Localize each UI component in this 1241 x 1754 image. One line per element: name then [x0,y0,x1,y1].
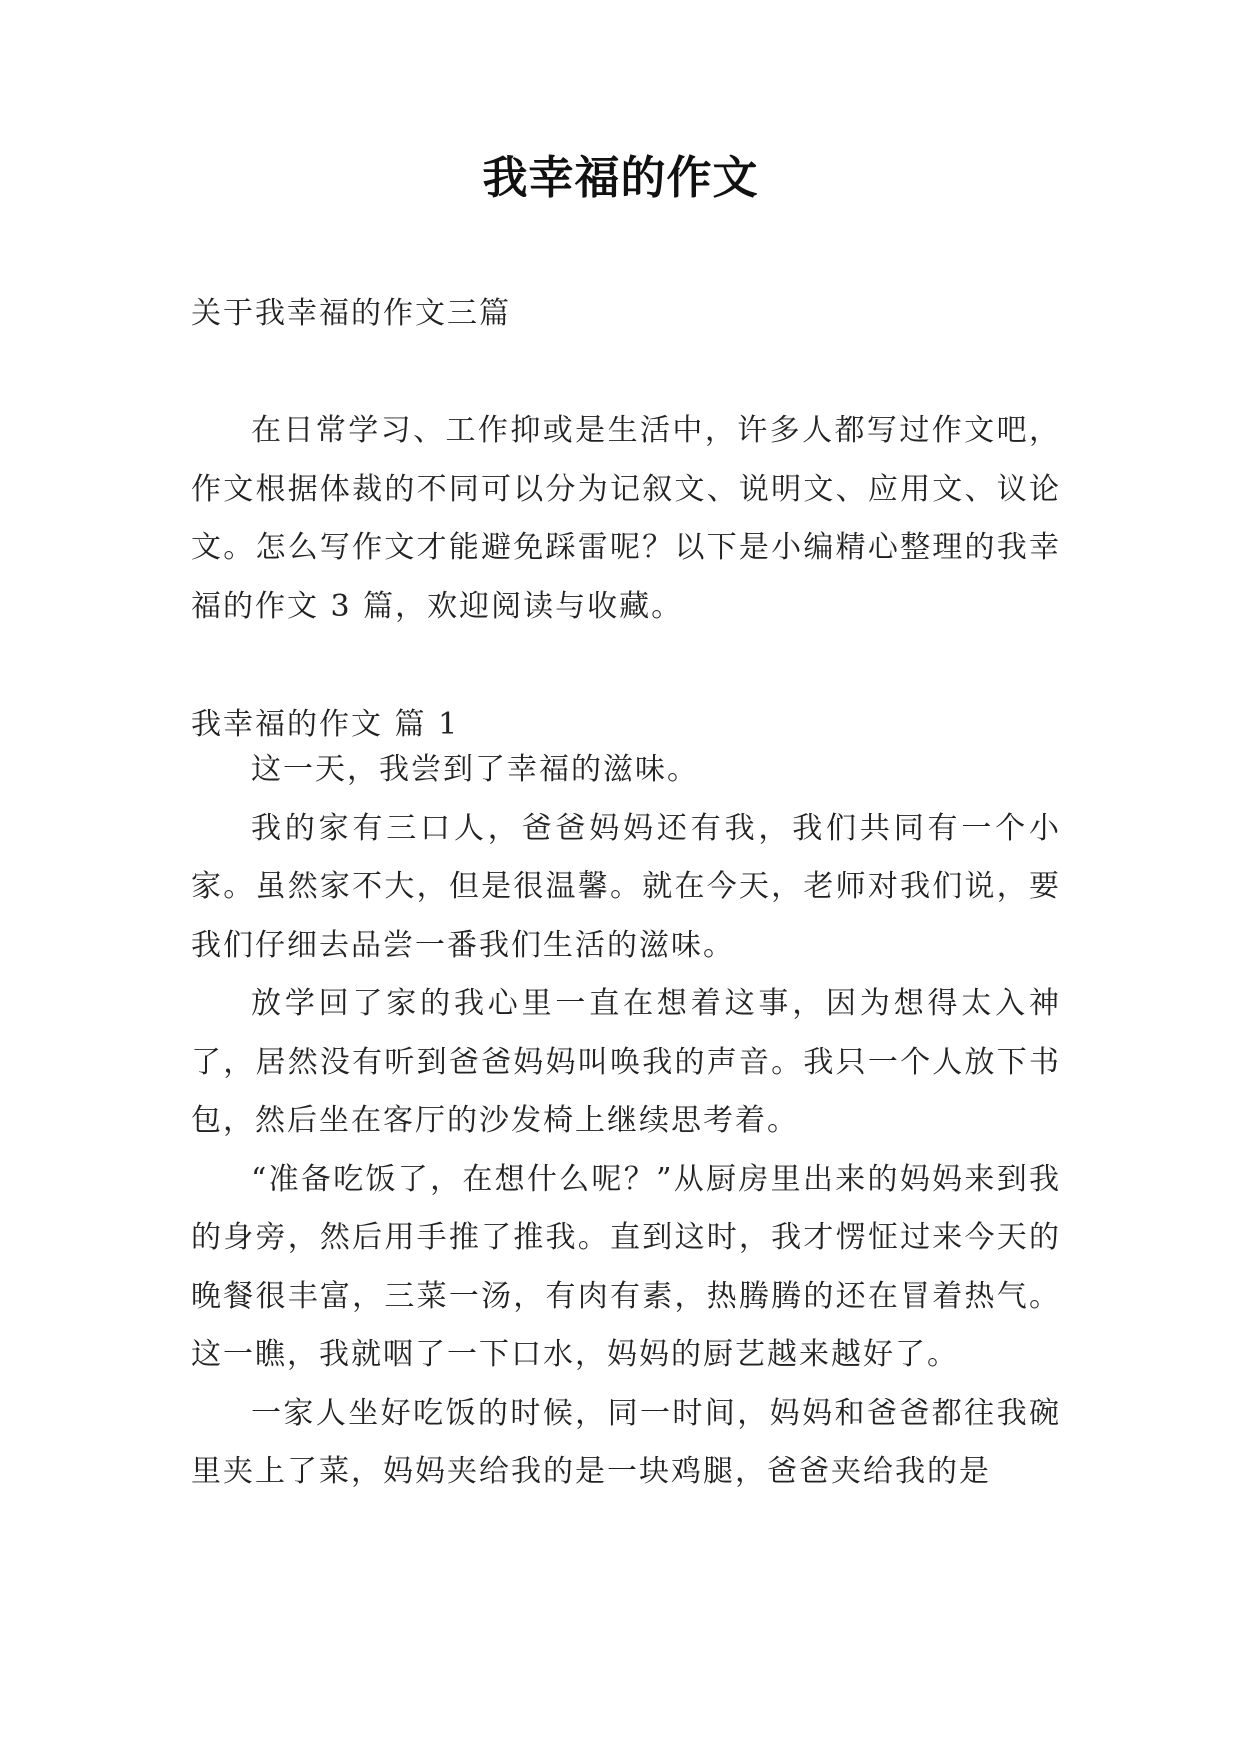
document-title: 我幸福的作文 [482,151,759,204]
intro-block [191,402,1061,636]
intro-paragraph: 在日常学习、工作抑或是生活中，许多人都写过作文吧，作文根据体裁的不同可以分为记叙文、说明文、应用文、议论文。怎么写作文才能避免踩雷呢？以下是小编精心整理的我幸福的作文 3 篇，欢迎阅读与收藏。 [191,413,1061,624]
essay-body [191,741,1061,1502]
body-paragraph: 我的家有三口人，爸爸妈妈还有我，我们共同有一个小家。虽然家不大，但是很温馨。就在今天，老师对我们说，要我们仔细去品尝一番我们生活的滋味。 [191,810,1061,963]
document-subtitle-block [191,294,1061,334]
section-heading: 我幸福的作文 篇 1 [191,707,460,742]
body-paragraph: 一家人坐好吃饭的时候，同一时间，妈妈和爸爸都往我碗里夹上了菜，妈妈夹给我的是一块鸡腿，爸爸夹给我的是 [191,1395,1061,1489]
body-paragraph: “准备吃饭了，在想什么呢？”从厨房里出来的妈妈来到我的身旁，然后用手推了推我。直到这时，我才愣怔过来今天的晚餐很丰富，三菜一汤，有肉有素，热腾腾的还在冒着热气。这一瞧，我就咽了一下口水，妈妈的厨艺越来越好了。 [191,1161,1061,1372]
body-paragraph: 这一天，我尝到了幸福的滋味。 [251,752,699,787]
document-subtitle: 关于我幸福的作文三篇 [191,296,511,331]
section-heading-block [191,705,1061,745]
body-paragraph: 放学回了家的我心里一直在想着这事，因为想得太入神了，居然没有听到爸爸妈妈叫唤我的声音。我只一个人放下书包，然后坐在客厅的沙发椅上继续思考着。 [191,986,1061,1138]
